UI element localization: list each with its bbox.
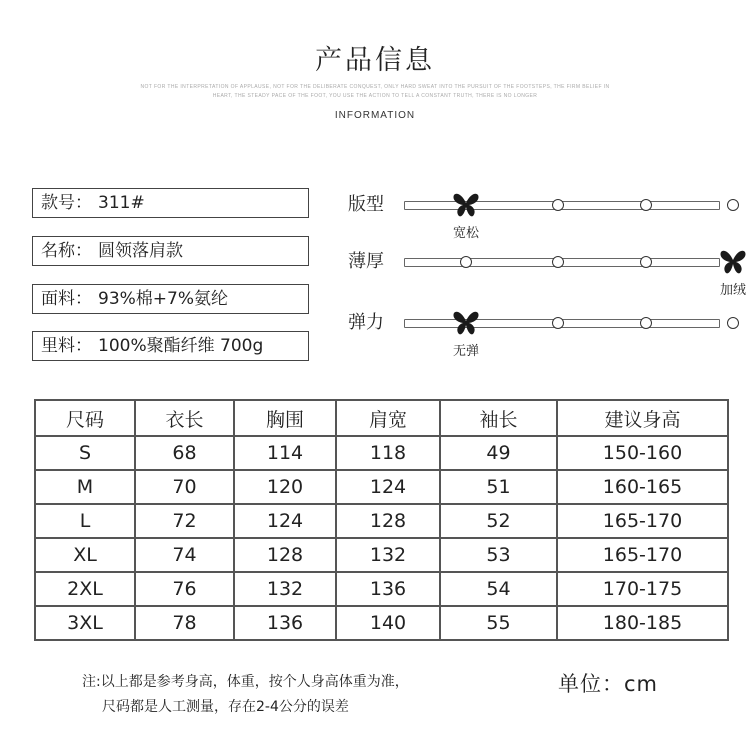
table-cell: 120 bbox=[234, 470, 336, 504]
table-cell: 124 bbox=[336, 470, 440, 504]
table-cell: 70 bbox=[135, 470, 234, 504]
table-row bbox=[35, 572, 728, 606]
table-cell: 114 bbox=[234, 436, 336, 470]
info-label: 款号： bbox=[41, 193, 92, 213]
table-header-cell: 胸围 bbox=[234, 400, 336, 436]
table-cell: 52 bbox=[440, 504, 557, 538]
table-cell: 2XL bbox=[35, 572, 135, 606]
table-header-cell: 尺码 bbox=[35, 400, 135, 436]
butterfly-icon bbox=[452, 310, 480, 336]
gauge-elasticity bbox=[348, 312, 728, 359]
info-label: 里料： bbox=[41, 336, 92, 356]
info-style-number bbox=[32, 188, 309, 218]
circle-dot-icon bbox=[640, 256, 652, 268]
info-value: 311# bbox=[98, 193, 145, 213]
table-cell: 72 bbox=[135, 504, 234, 538]
table-cell: 55 bbox=[440, 606, 557, 640]
butterfly-icon bbox=[719, 249, 747, 275]
table-cell: 165-170 bbox=[557, 504, 728, 538]
table-cell: 3XL bbox=[35, 606, 135, 640]
table-cell: XL bbox=[35, 538, 135, 572]
table-cell: 136 bbox=[234, 606, 336, 640]
info-name bbox=[32, 236, 309, 266]
table-header-cell: 袖长 bbox=[440, 400, 557, 436]
table-cell: 118 bbox=[336, 436, 440, 470]
page-title: 产品信息 bbox=[315, 45, 435, 76]
circle-dot-icon bbox=[727, 199, 739, 211]
table-cell: 128 bbox=[336, 504, 440, 538]
table-row bbox=[35, 504, 728, 538]
size-table bbox=[34, 399, 729, 641]
table-cell: S bbox=[35, 436, 135, 470]
unit-label: 单位：cm bbox=[558, 672, 659, 696]
circle-dot-icon bbox=[552, 199, 564, 211]
table-cell: 53 bbox=[440, 538, 557, 572]
table-cell: 51 bbox=[440, 470, 557, 504]
circle-dot-icon bbox=[460, 256, 472, 268]
size-note bbox=[82, 670, 409, 720]
gauge-caption: 无弹 bbox=[452, 344, 479, 359]
circle-dot-icon bbox=[640, 199, 652, 211]
table-cell: L bbox=[35, 504, 135, 538]
circle-dot-icon bbox=[640, 317, 652, 329]
table-cell: 150-160 bbox=[557, 436, 728, 470]
info-value: 圆领落肩款 bbox=[98, 241, 183, 261]
info-value: 100%聚酯纤维 700g bbox=[98, 336, 264, 356]
table-cell: 180-185 bbox=[557, 606, 728, 640]
note-line-2: 尺码都是人工测量，存在2-4公分的误差 bbox=[102, 699, 349, 715]
gauge-label: 版型 bbox=[348, 194, 384, 215]
table-header-row bbox=[35, 400, 728, 436]
table-header-cell: 建议身高 bbox=[557, 400, 728, 436]
info-value: 93%棉+7%氨纶 bbox=[98, 289, 228, 309]
table-cell: 170-175 bbox=[557, 572, 728, 606]
table-cell: 74 bbox=[135, 538, 234, 572]
table-cell: 132 bbox=[336, 538, 440, 572]
gauge-label: 弹力 bbox=[348, 312, 384, 333]
gauge-caption: 加绒 bbox=[719, 283, 746, 298]
circle-dot-icon bbox=[552, 256, 564, 268]
table-row bbox=[35, 538, 728, 572]
table-cell: 132 bbox=[234, 572, 336, 606]
table-row bbox=[35, 606, 728, 640]
gauge-caption: 宽松 bbox=[452, 226, 479, 241]
tagline-line-2: HEART, THE STEADY PACE OF THE FOOT, YOU USE THE ACTION TO TELL A CONSTANT TRUTH, THERE IS NO LONGER bbox=[212, 93, 538, 99]
table-row bbox=[35, 436, 728, 470]
table-cell: 68 bbox=[135, 436, 234, 470]
page-subtitle: INFORMATION bbox=[334, 110, 416, 121]
gauge-fit bbox=[348, 194, 728, 241]
circle-dot-icon bbox=[552, 317, 564, 329]
info-fabric bbox=[32, 284, 309, 314]
butterfly-icon bbox=[452, 192, 480, 218]
info-label: 面料： bbox=[41, 289, 92, 309]
table-cell: 165-170 bbox=[557, 538, 728, 572]
table-cell: M bbox=[35, 470, 135, 504]
table-cell: 49 bbox=[440, 436, 557, 470]
gauge-label: 薄厚 bbox=[348, 251, 384, 272]
info-label: 名称： bbox=[41, 241, 92, 261]
table-header-cell: 衣长 bbox=[135, 400, 234, 436]
table-cell: 160-165 bbox=[557, 470, 728, 504]
info-lining bbox=[32, 331, 309, 361]
circle-dot-icon bbox=[727, 317, 739, 329]
table-header-cell: 肩宽 bbox=[336, 400, 440, 436]
tagline-line-1: NOT FOR THE INTERPRETATION OF APPLAUSE, NOT FOR THE DELIBERATE CONQUEST, ONLY HARD SWEAT INTO THE PURSUIT OF THE FOOTSTEPS, THE FIRM BELIEF IN bbox=[140, 84, 610, 90]
table-cell: 128 bbox=[234, 538, 336, 572]
table-cell: 76 bbox=[135, 572, 234, 606]
table-cell: 124 bbox=[234, 504, 336, 538]
table-row bbox=[35, 470, 728, 504]
table-cell: 136 bbox=[336, 572, 440, 606]
table-cell: 78 bbox=[135, 606, 234, 640]
note-line-1: 注:以上都是参考身高，体重，按个人身高体重为准， bbox=[82, 674, 409, 690]
table-cell: 140 bbox=[336, 606, 440, 640]
tagline bbox=[120, 83, 630, 101]
table-cell: 54 bbox=[440, 572, 557, 606]
gauge-thickness bbox=[348, 251, 746, 298]
